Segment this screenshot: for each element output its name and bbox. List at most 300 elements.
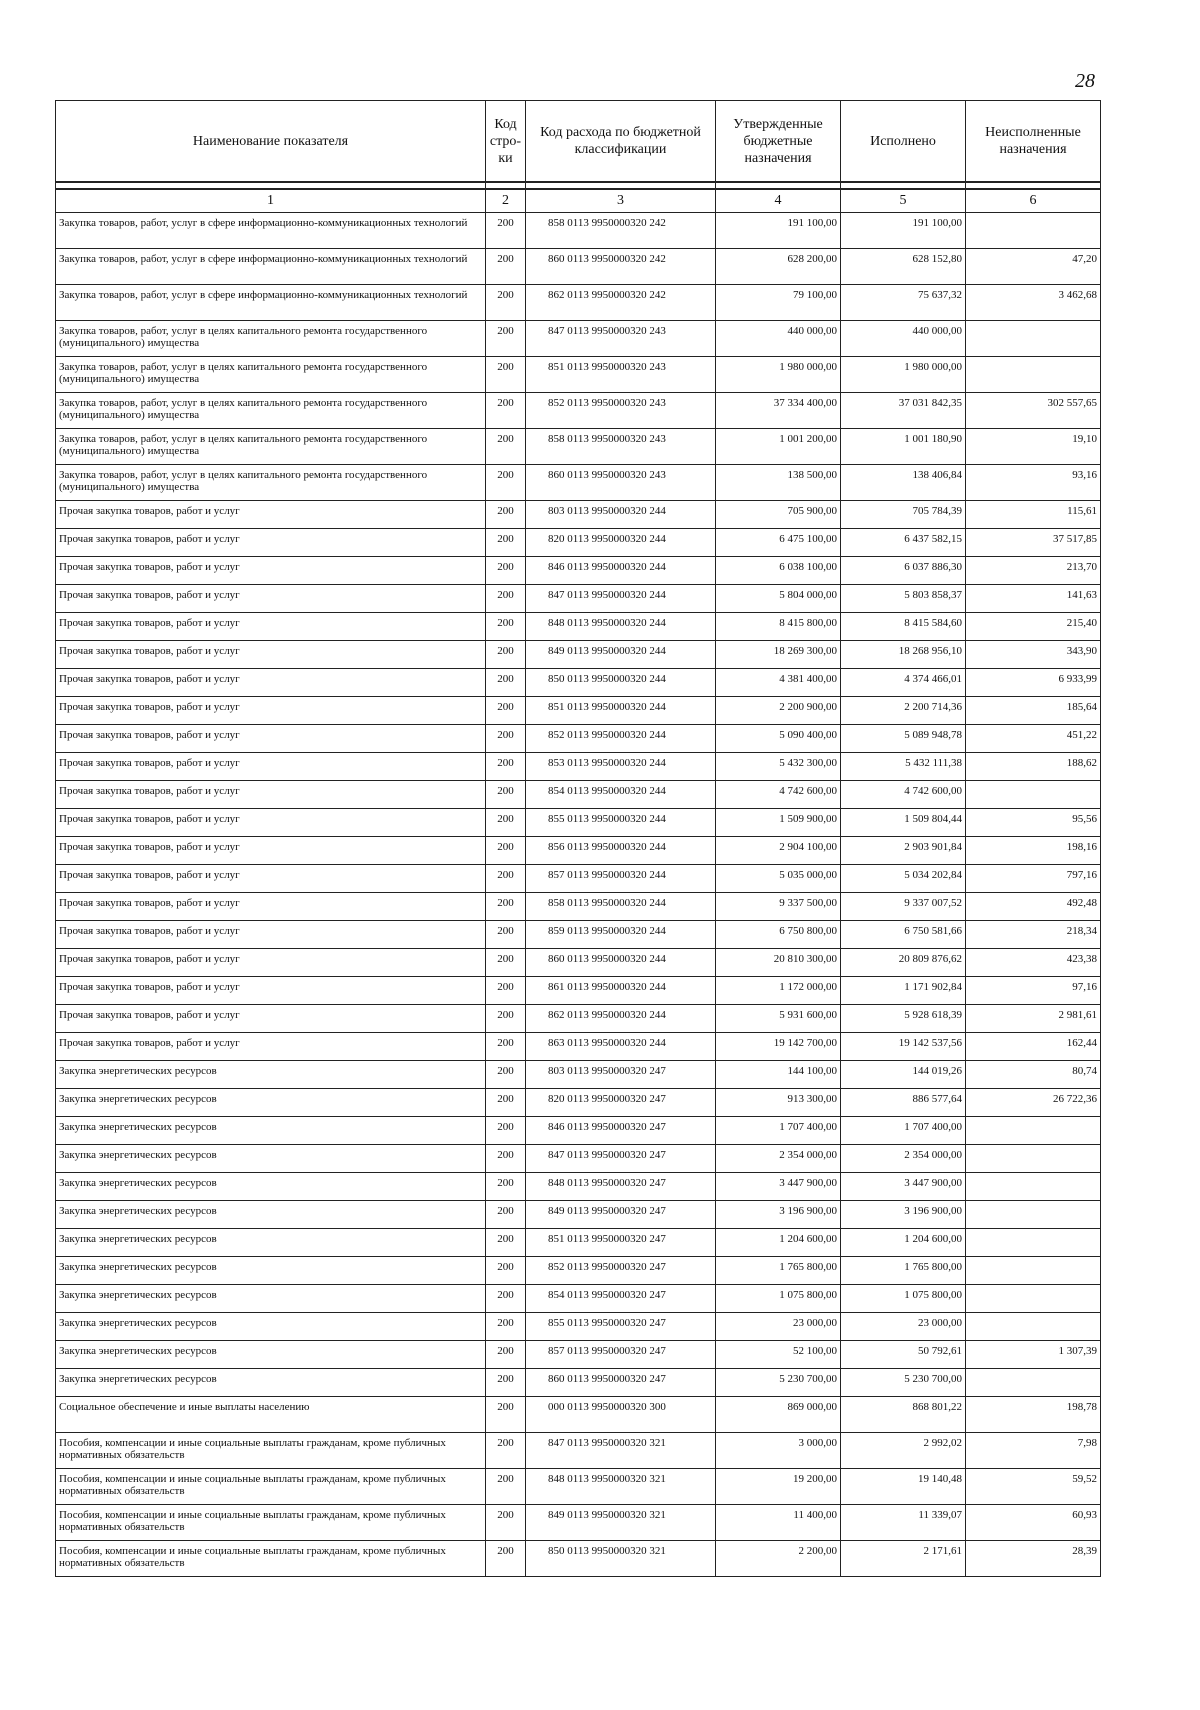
- cell-executed: 1 765 800,00: [841, 1257, 966, 1285]
- cell-approved: 11 400,00: [716, 1505, 841, 1541]
- table-body: [56, 213, 1101, 1577]
- cell-unexecuted: 28,39: [966, 1541, 1101, 1577]
- table-row: [56, 893, 1101, 921]
- table-row: [56, 809, 1101, 837]
- cell-name: Пособия, компенсации и иные социальные выплаты гражданам, кроме публичных нормативных обязательств: [56, 1433, 486, 1469]
- cell-approved: 5 035 000,00: [716, 865, 841, 893]
- cell-approved: 3 447 900,00: [716, 1173, 841, 1201]
- cell-budget-code: 855 0113 9950000320 247: [526, 1313, 716, 1341]
- cell-unexecuted: 185,64: [966, 697, 1101, 725]
- cell-executed: 144 019,26: [841, 1061, 966, 1089]
- header-name: Наименование показателя: [56, 101, 486, 183]
- cell-budget-code: 856 0113 9950000320 244: [526, 837, 716, 865]
- cell-line-code: 200: [486, 1145, 526, 1173]
- cell-name: Прочая закупка товаров, работ и услуг: [56, 641, 486, 669]
- table-row: [56, 1285, 1101, 1313]
- cell-executed: 138 406,84: [841, 465, 966, 501]
- cell-approved: 5 931 600,00: [716, 1005, 841, 1033]
- cell-executed: 2 992,02: [841, 1433, 966, 1469]
- cell-budget-code: 820 0113 9950000320 247: [526, 1089, 716, 1117]
- table-row: [56, 1369, 1101, 1397]
- cell-approved: 1 001 200,00: [716, 429, 841, 465]
- cell-name: Прочая закупка товаров, работ и услуг: [56, 977, 486, 1005]
- table-row: [56, 1033, 1101, 1061]
- cell-budget-code: 853 0113 9950000320 244: [526, 753, 716, 781]
- cell-line-code: 200: [486, 321, 526, 357]
- cell-name: Закупка энергетических ресурсов: [56, 1089, 486, 1117]
- cell-executed: 5 432 111,38: [841, 753, 966, 781]
- cell-executed: 1 980 000,00: [841, 357, 966, 393]
- cell-executed: 23 000,00: [841, 1313, 966, 1341]
- cell-unexecuted: 1 307,39: [966, 1341, 1101, 1369]
- column-number-row: [56, 189, 1101, 213]
- budget-execution-table: [55, 100, 1101, 1577]
- cell-line-code: 200: [486, 1117, 526, 1145]
- cell-unexecuted: 218,34: [966, 921, 1101, 949]
- cell-approved: 2 200 900,00: [716, 697, 841, 725]
- table-row: [56, 1541, 1101, 1577]
- cell-executed: 75 637,32: [841, 285, 966, 321]
- cell-unexecuted: 37 517,85: [966, 529, 1101, 557]
- cell-name: Закупка товаров, работ, услуг в целях капитального ремонта государственного (муниципального) имущества: [56, 429, 486, 465]
- cell-budget-code: 854 0113 9950000320 244: [526, 781, 716, 809]
- cell-line-code: 200: [486, 1469, 526, 1505]
- cell-budget-code: 851 0113 9950000320 243: [526, 357, 716, 393]
- cell-line-code: 200: [486, 1033, 526, 1061]
- cell-line-code: 200: [486, 465, 526, 501]
- cell-unexecuted: 97,16: [966, 977, 1101, 1005]
- cell-approved: 1 075 800,00: [716, 1285, 841, 1313]
- cell-budget-code: 861 0113 9950000320 244: [526, 977, 716, 1005]
- cell-approved: 144 100,00: [716, 1061, 841, 1089]
- cell-executed: 2 200 714,36: [841, 697, 966, 725]
- cell-line-code: 200: [486, 1541, 526, 1577]
- column-number: 2: [486, 189, 526, 213]
- cell-unexecuted: 162,44: [966, 1033, 1101, 1061]
- cell-name: Пособия, компенсации и иные социальные выплаты гражданам, кроме публичных нормативных обязательств: [56, 1505, 486, 1541]
- cell-approved: 913 300,00: [716, 1089, 841, 1117]
- cell-unexecuted: [966, 781, 1101, 809]
- cell-approved: 6 038 100,00: [716, 557, 841, 585]
- cell-executed: 1 171 902,84: [841, 977, 966, 1005]
- table-row: [56, 1061, 1101, 1089]
- cell-budget-code: 848 0113 9950000320 247: [526, 1173, 716, 1201]
- table-row: [56, 321, 1101, 357]
- cell-unexecuted: 451,22: [966, 725, 1101, 753]
- cell-name: Прочая закупка товаров, работ и услуг: [56, 557, 486, 585]
- cell-approved: 705 900,00: [716, 501, 841, 529]
- header-approved: Утвержденные бюджетные назначения: [716, 101, 841, 183]
- cell-line-code: 200: [486, 1201, 526, 1229]
- table-row: [56, 837, 1101, 865]
- cell-unexecuted: [966, 1173, 1101, 1201]
- cell-name: Прочая закупка товаров, работ и услуг: [56, 613, 486, 641]
- cell-line-code: 200: [486, 977, 526, 1005]
- cell-executed: 11 339,07: [841, 1505, 966, 1541]
- table-row: [56, 1397, 1101, 1433]
- table-row: [56, 865, 1101, 893]
- cell-budget-code: 859 0113 9950000320 244: [526, 921, 716, 949]
- cell-executed: 6 037 886,30: [841, 557, 966, 585]
- table-row: [56, 697, 1101, 725]
- table-row: [56, 1505, 1101, 1541]
- cell-budget-code: 849 0113 9950000320 247: [526, 1201, 716, 1229]
- cell-name: Закупка энергетических ресурсов: [56, 1369, 486, 1397]
- cell-approved: 79 100,00: [716, 285, 841, 321]
- cell-name: Закупка энергетических ресурсов: [56, 1257, 486, 1285]
- cell-budget-code: 847 0113 9950000320 247: [526, 1145, 716, 1173]
- cell-approved: 1 707 400,00: [716, 1117, 841, 1145]
- cell-approved: 5 804 000,00: [716, 585, 841, 613]
- cell-line-code: 200: [486, 501, 526, 529]
- table-row: [56, 1089, 1101, 1117]
- cell-name: Прочая закупка товаров, работ и услуг: [56, 529, 486, 557]
- cell-line-code: 200: [486, 393, 526, 429]
- cell-line-code: 200: [486, 949, 526, 977]
- cell-line-code: 200: [486, 429, 526, 465]
- cell-budget-code: 854 0113 9950000320 247: [526, 1285, 716, 1313]
- cell-unexecuted: [966, 1117, 1101, 1145]
- cell-line-code: 200: [486, 921, 526, 949]
- table-row: [56, 1117, 1101, 1145]
- cell-unexecuted: 198,16: [966, 837, 1101, 865]
- cell-line-code: 200: [486, 1313, 526, 1341]
- cell-line-code: 200: [486, 357, 526, 393]
- cell-name: Пособия, компенсации и иные социальные выплаты гражданам, кроме публичных нормативных обязательств: [56, 1541, 486, 1577]
- cell-approved: 37 334 400,00: [716, 393, 841, 429]
- cell-unexecuted: 188,62: [966, 753, 1101, 781]
- cell-executed: 4 374 466,01: [841, 669, 966, 697]
- table-row: [56, 585, 1101, 613]
- cell-name: Прочая закупка товаров, работ и услуг: [56, 585, 486, 613]
- cell-unexecuted: 7,98: [966, 1433, 1101, 1469]
- cell-executed: 2 354 000,00: [841, 1145, 966, 1173]
- cell-budget-code: 860 0113 9950000320 243: [526, 465, 716, 501]
- cell-unexecuted: 141,63: [966, 585, 1101, 613]
- table-row: [56, 249, 1101, 285]
- cell-executed: 886 577,64: [841, 1089, 966, 1117]
- cell-budget-code: 847 0113 9950000320 244: [526, 585, 716, 613]
- cell-approved: 3 196 900,00: [716, 1201, 841, 1229]
- cell-line-code: 200: [486, 809, 526, 837]
- cell-approved: 9 337 500,00: [716, 893, 841, 921]
- cell-executed: 628 152,80: [841, 249, 966, 285]
- cell-executed: 2 171,61: [841, 1541, 966, 1577]
- header-budget-code: Код расхода по бюджетной классификации: [526, 101, 716, 183]
- cell-unexecuted: 19,10: [966, 429, 1101, 465]
- cell-executed: 5 230 700,00: [841, 1369, 966, 1397]
- cell-executed: 50 792,61: [841, 1341, 966, 1369]
- cell-executed: 3 447 900,00: [841, 1173, 966, 1201]
- cell-name: Закупка товаров, работ, услуг в сфере информационно-коммуникационных технологий: [56, 249, 486, 285]
- cell-unexecuted: 492,48: [966, 893, 1101, 921]
- cell-name: Прочая закупка товаров, работ и услуг: [56, 669, 486, 697]
- cell-line-code: 200: [486, 1433, 526, 1469]
- cell-name: Прочая закупка товаров, работ и услуг: [56, 781, 486, 809]
- cell-executed: 440 000,00: [841, 321, 966, 357]
- table-row: [56, 1145, 1101, 1173]
- cell-line-code: 200: [486, 1257, 526, 1285]
- cell-budget-code: 849 0113 9950000320 321: [526, 1505, 716, 1541]
- cell-name: Закупка товаров, работ, услуг в целях капитального ремонта государственного (муниципального) имущества: [56, 393, 486, 429]
- cell-name: Закупка товаров, работ, услуг в целях капитального ремонта государственного (муниципального) имущества: [56, 465, 486, 501]
- cell-executed: 20 809 876,62: [841, 949, 966, 977]
- cell-executed: 868 801,22: [841, 1397, 966, 1433]
- cell-line-code: 200: [486, 669, 526, 697]
- cell-name: Прочая закупка товаров, работ и услуг: [56, 725, 486, 753]
- cell-budget-code: 860 0113 9950000320 247: [526, 1369, 716, 1397]
- cell-budget-code: 858 0113 9950000320 243: [526, 429, 716, 465]
- cell-line-code: 200: [486, 1285, 526, 1313]
- cell-approved: 19 142 700,00: [716, 1033, 841, 1061]
- cell-budget-code: 855 0113 9950000320 244: [526, 809, 716, 837]
- cell-line-code: 200: [486, 529, 526, 557]
- cell-line-code: 200: [486, 613, 526, 641]
- table-row: [56, 501, 1101, 529]
- table-row: [56, 781, 1101, 809]
- cell-approved: 1 980 000,00: [716, 357, 841, 393]
- cell-executed: 1 204 600,00: [841, 1229, 966, 1257]
- table-row: [56, 213, 1101, 249]
- cell-line-code: 200: [486, 1061, 526, 1089]
- cell-name: Закупка товаров, работ, услуг в целях капитального ремонта государственного (муниципального) имущества: [56, 321, 486, 357]
- table-header-row: [56, 101, 1101, 183]
- cell-unexecuted: 47,20: [966, 249, 1101, 285]
- cell-approved: 20 810 300,00: [716, 949, 841, 977]
- cell-unexecuted: 213,70: [966, 557, 1101, 585]
- cell-approved: 138 500,00: [716, 465, 841, 501]
- cell-approved: 1 204 600,00: [716, 1229, 841, 1257]
- cell-approved: 6 750 800,00: [716, 921, 841, 949]
- cell-name: Прочая закупка товаров, работ и услуг: [56, 865, 486, 893]
- cell-budget-code: 863 0113 9950000320 244: [526, 1033, 716, 1061]
- cell-name: Прочая закупка товаров, работ и услуг: [56, 501, 486, 529]
- cell-unexecuted: [966, 1257, 1101, 1285]
- cell-executed: 8 415 584,60: [841, 613, 966, 641]
- cell-line-code: 200: [486, 1341, 526, 1369]
- cell-name: Закупка энергетических ресурсов: [56, 1061, 486, 1089]
- table-row: [56, 465, 1101, 501]
- header-unexecuted: Неисполненные назначения: [966, 101, 1101, 183]
- cell-line-code: 200: [486, 753, 526, 781]
- cell-executed: 6 750 581,66: [841, 921, 966, 949]
- cell-executed: 4 742 600,00: [841, 781, 966, 809]
- cell-budget-code: 850 0113 9950000320 321: [526, 1541, 716, 1577]
- cell-executed: 705 784,39: [841, 501, 966, 529]
- cell-budget-code: 847 0113 9950000320 243: [526, 321, 716, 357]
- cell-executed: 5 928 618,39: [841, 1005, 966, 1033]
- cell-name: Закупка энергетических ресурсов: [56, 1341, 486, 1369]
- cell-executed: 191 100,00: [841, 213, 966, 249]
- cell-unexecuted: [966, 1369, 1101, 1397]
- cell-unexecuted: 6 933,99: [966, 669, 1101, 697]
- cell-unexecuted: [966, 1285, 1101, 1313]
- table-row: [56, 613, 1101, 641]
- cell-line-code: 200: [486, 865, 526, 893]
- cell-unexecuted: [966, 1313, 1101, 1341]
- cell-name: Пособия, компенсации и иные социальные выплаты гражданам, кроме публичных нормативных обязательств: [56, 1469, 486, 1505]
- cell-unexecuted: 80,74: [966, 1061, 1101, 1089]
- cell-line-code: 200: [486, 1369, 526, 1397]
- cell-name: Прочая закупка товаров, работ и услуг: [56, 1033, 486, 1061]
- cell-approved: 628 200,00: [716, 249, 841, 285]
- cell-name: Прочая закупка товаров, работ и услуг: [56, 1005, 486, 1033]
- cell-approved: 6 475 100,00: [716, 529, 841, 557]
- cell-executed: 1 707 400,00: [841, 1117, 966, 1145]
- cell-name: Закупка товаров, работ, услуг в сфере информационно-коммуникационных технологий: [56, 285, 486, 321]
- column-number: 3: [526, 189, 716, 213]
- cell-budget-code: 862 0113 9950000320 244: [526, 1005, 716, 1033]
- cell-approved: 440 000,00: [716, 321, 841, 357]
- cell-unexecuted: 60,93: [966, 1505, 1101, 1541]
- cell-executed: 19 140,48: [841, 1469, 966, 1505]
- cell-executed: 5 803 858,37: [841, 585, 966, 613]
- table-row: [56, 1433, 1101, 1469]
- cell-budget-code: 852 0113 9950000320 243: [526, 393, 716, 429]
- header-spacer: [56, 182, 1101, 189]
- cell-executed: 3 196 900,00: [841, 1201, 966, 1229]
- cell-budget-code: 000 0113 9950000320 300: [526, 1397, 716, 1433]
- cell-approved: 19 200,00: [716, 1469, 841, 1505]
- cell-budget-code: 857 0113 9950000320 244: [526, 865, 716, 893]
- cell-unexecuted: 797,16: [966, 865, 1101, 893]
- cell-approved: 1 765 800,00: [716, 1257, 841, 1285]
- cell-unexecuted: 115,61: [966, 501, 1101, 529]
- cell-line-code: 200: [486, 285, 526, 321]
- table-row: [56, 1313, 1101, 1341]
- cell-approved: 18 269 300,00: [716, 641, 841, 669]
- cell-line-code: 200: [486, 837, 526, 865]
- cell-budget-code: 860 0113 9950000320 244: [526, 949, 716, 977]
- table-row: [56, 725, 1101, 753]
- table-row: [56, 1201, 1101, 1229]
- cell-unexecuted: [966, 1201, 1101, 1229]
- cell-unexecuted: 423,38: [966, 949, 1101, 977]
- cell-name: Закупка товаров, работ, услуг в целях капитального ремонта государственного (муниципального) имущества: [56, 357, 486, 393]
- cell-executed: 19 142 537,56: [841, 1033, 966, 1061]
- table-row: [56, 393, 1101, 429]
- cell-name: Закупка товаров, работ, услуг в сфере информационно-коммуникационных технологий: [56, 213, 486, 249]
- cell-budget-code: 858 0113 9950000320 242: [526, 213, 716, 249]
- cell-name: Прочая закупка товаров, работ и услуг: [56, 921, 486, 949]
- cell-budget-code: 848 0113 9950000320 244: [526, 613, 716, 641]
- cell-unexecuted: 59,52: [966, 1469, 1101, 1505]
- cell-line-code: 200: [486, 1005, 526, 1033]
- column-number: 1: [56, 189, 486, 213]
- cell-executed: 18 268 956,10: [841, 641, 966, 669]
- cell-unexecuted: 93,16: [966, 465, 1101, 501]
- cell-unexecuted: [966, 321, 1101, 357]
- column-number: 4: [716, 189, 841, 213]
- cell-line-code: 200: [486, 725, 526, 753]
- column-number: 6: [966, 189, 1101, 213]
- table-row: [56, 529, 1101, 557]
- cell-unexecuted: 95,56: [966, 809, 1101, 837]
- cell-unexecuted: 302 557,65: [966, 393, 1101, 429]
- cell-unexecuted: 2 981,61: [966, 1005, 1101, 1033]
- table-row: [56, 921, 1101, 949]
- cell-budget-code: 846 0113 9950000320 247: [526, 1117, 716, 1145]
- cell-unexecuted: [966, 1145, 1101, 1173]
- cell-line-code: 200: [486, 1397, 526, 1433]
- cell-name: Прочая закупка товаров, работ и услуг: [56, 949, 486, 977]
- cell-executed: 1 001 180,90: [841, 429, 966, 465]
- cell-executed: 2 903 901,84: [841, 837, 966, 865]
- table-row: [56, 1005, 1101, 1033]
- cell-name: Закупка энергетических ресурсов: [56, 1285, 486, 1313]
- cell-executed: 6 437 582,15: [841, 529, 966, 557]
- cell-approved: 5 432 300,00: [716, 753, 841, 781]
- cell-approved: 2 904 100,00: [716, 837, 841, 865]
- cell-budget-code: 849 0113 9950000320 244: [526, 641, 716, 669]
- cell-line-code: 200: [486, 213, 526, 249]
- cell-unexecuted: [966, 1229, 1101, 1257]
- column-number: 5: [841, 189, 966, 213]
- cell-line-code: 200: [486, 641, 526, 669]
- cell-approved: 3 000,00: [716, 1433, 841, 1469]
- cell-name: Прочая закупка товаров, работ и услуг: [56, 893, 486, 921]
- table-row: [56, 1229, 1101, 1257]
- cell-approved: 8 415 800,00: [716, 613, 841, 641]
- cell-approved: 5 230 700,00: [716, 1369, 841, 1397]
- cell-approved: 52 100,00: [716, 1341, 841, 1369]
- cell-approved: 2 354 000,00: [716, 1145, 841, 1173]
- cell-unexecuted: [966, 357, 1101, 393]
- cell-line-code: 200: [486, 781, 526, 809]
- cell-name: Закупка энергетических ресурсов: [56, 1201, 486, 1229]
- cell-approved: 191 100,00: [716, 213, 841, 249]
- cell-unexecuted: 215,40: [966, 613, 1101, 641]
- cell-budget-code: 848 0113 9950000320 321: [526, 1469, 716, 1505]
- cell-budget-code: 850 0113 9950000320 244: [526, 669, 716, 697]
- table-row: [56, 977, 1101, 1005]
- cell-approved: 5 090 400,00: [716, 725, 841, 753]
- cell-name: Прочая закупка товаров, работ и услуг: [56, 809, 486, 837]
- cell-approved: 4 742 600,00: [716, 781, 841, 809]
- cell-unexecuted: 3 462,68: [966, 285, 1101, 321]
- cell-name: Закупка энергетических ресурсов: [56, 1117, 486, 1145]
- cell-approved: 1 509 900,00: [716, 809, 841, 837]
- cell-line-code: 200: [486, 585, 526, 613]
- cell-line-code: 200: [486, 557, 526, 585]
- cell-line-code: 200: [486, 249, 526, 285]
- cell-unexecuted: 26 722,36: [966, 1089, 1101, 1117]
- cell-executed: 9 337 007,52: [841, 893, 966, 921]
- header-executed: Исполнено: [841, 101, 966, 183]
- cell-line-code: 200: [486, 1505, 526, 1541]
- cell-line-code: 200: [486, 1089, 526, 1117]
- cell-budget-code: 862 0113 9950000320 242: [526, 285, 716, 321]
- cell-unexecuted: [966, 213, 1101, 249]
- cell-name: Закупка энергетических ресурсов: [56, 1145, 486, 1173]
- cell-unexecuted: 343,90: [966, 641, 1101, 669]
- table-row: [56, 285, 1101, 321]
- cell-budget-code: 820 0113 9950000320 244: [526, 529, 716, 557]
- cell-name: Закупка энергетических ресурсов: [56, 1313, 486, 1341]
- cell-budget-code: 860 0113 9950000320 242: [526, 249, 716, 285]
- cell-name: Закупка энергетических ресурсов: [56, 1229, 486, 1257]
- header-line-code: Код стро-ки: [486, 101, 526, 183]
- cell-budget-code: 851 0113 9950000320 247: [526, 1229, 716, 1257]
- cell-name: Закупка энергетических ресурсов: [56, 1173, 486, 1201]
- cell-line-code: 200: [486, 1173, 526, 1201]
- cell-budget-code: 858 0113 9950000320 244: [526, 893, 716, 921]
- cell-budget-code: 803 0113 9950000320 244: [526, 501, 716, 529]
- table-row: [56, 429, 1101, 465]
- table-row: [56, 753, 1101, 781]
- table-row: [56, 557, 1101, 585]
- cell-budget-code: 852 0113 9950000320 244: [526, 725, 716, 753]
